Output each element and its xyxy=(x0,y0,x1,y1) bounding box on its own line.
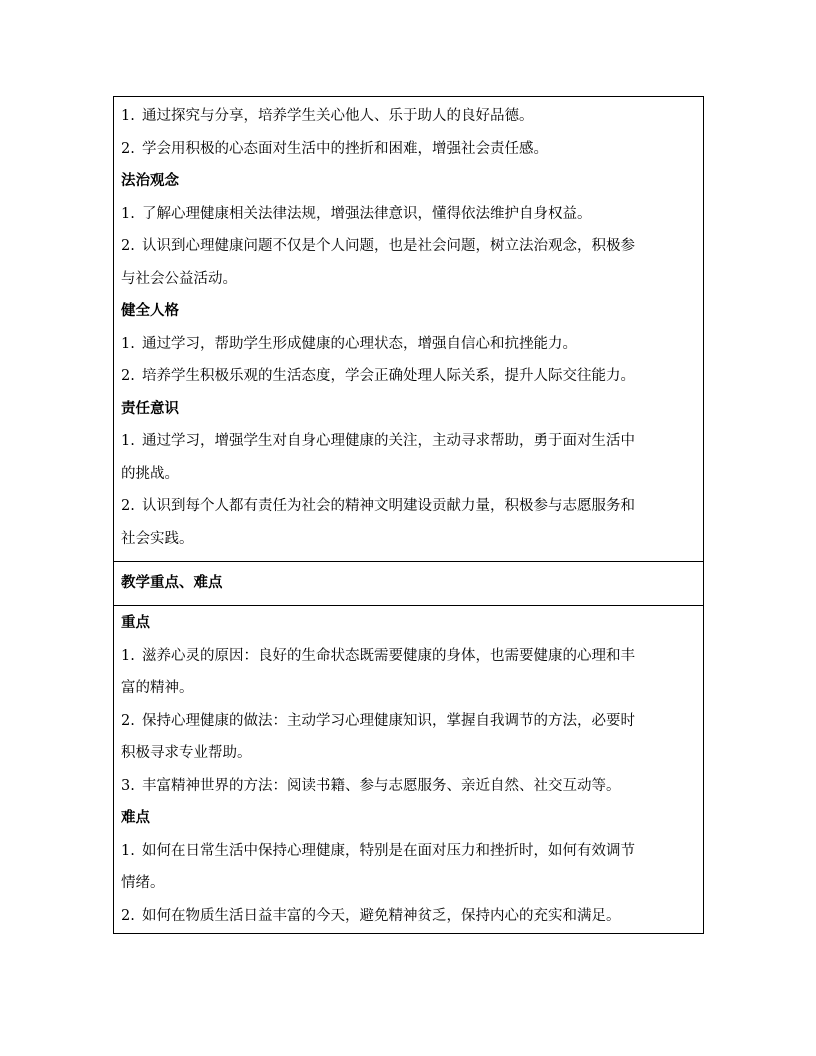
objective-line xyxy=(121,328,697,361)
item-text: 滋养心灵的原因：良好的生命状态既需要健康的身体，也需要健康的心理和丰 xyxy=(142,647,635,664)
key-point-line-continued xyxy=(121,737,697,770)
item-text: 如何在物质生活日益丰富的今天，避免精神贫乏，保持内心的充实和满足。 xyxy=(142,907,621,924)
item-number: 1. xyxy=(121,108,135,124)
item-number: 2. xyxy=(121,498,135,514)
item-text: 情绪。 xyxy=(121,875,165,891)
item-number: 1. xyxy=(121,842,135,859)
item-number: 2. xyxy=(121,368,135,384)
objective-line xyxy=(121,100,697,133)
objective-line-continued xyxy=(121,263,697,296)
item-text: 积极寻求专业帮助。 xyxy=(121,745,252,761)
item-text: 社会实践。 xyxy=(121,530,194,547)
item-text: 认识到每个人都有责任为社会的精神文明建设贡献力量，积极参与志愿服务和 xyxy=(142,498,635,514)
item-number: 2. xyxy=(121,907,135,924)
key-point-line-continued xyxy=(121,672,697,705)
item-number: 1. xyxy=(121,335,135,352)
item-number: 3. xyxy=(121,777,135,794)
objective-line xyxy=(121,425,697,458)
item-text: 如何在日常生活中保持心理健康，特别是在面对压力和挫折时，如何有效调节 xyxy=(142,842,635,859)
item-number: 2. xyxy=(121,238,135,254)
item-text: 通过学习，增强学生对自身心理健康的关注，主动寻求帮助，勇于面对生活中 xyxy=(142,433,635,449)
item-text: 丰富精神世界的方法：阅读书籍、参与志愿服务、亲近自然、社交互动等。 xyxy=(142,777,621,794)
objective-line-continued xyxy=(121,523,697,556)
item-text: 认识到心理健康问题不仅是个人问题，也是社会问题，树立法治观念，积极参 xyxy=(142,238,635,254)
section-heading-key-points: 重点 xyxy=(121,615,150,631)
focus-difficulty-content-cell xyxy=(114,605,703,933)
item-text: 学会用积极的心态面对生活中的挫折和困难，增强社会责任感。 xyxy=(142,140,548,157)
item-text: 与社会公益活动。 xyxy=(121,270,237,287)
objectives-cell xyxy=(114,97,703,561)
section-heading-difficult-points: 难点 xyxy=(121,810,150,826)
objective-line xyxy=(121,133,697,166)
item-number: 1. xyxy=(121,205,135,222)
item-text: 培养学生积极乐观的生活态度，学会正确处理人际关系，提升人际交往能力。 xyxy=(142,368,635,384)
difficult-point-line-continued xyxy=(121,867,697,900)
section-heading-sound-personality: 健全人格 xyxy=(121,303,179,319)
objective-line xyxy=(121,230,697,263)
key-point-line xyxy=(121,705,697,738)
item-text: 通过学习，帮助学生形成健康的心理状态，增强自信心和抗挫能力。 xyxy=(142,335,577,352)
item-text: 通过探究与分享，培养学生关心他人、乐于助人的良好品德。 xyxy=(142,108,534,124)
key-point-line xyxy=(121,640,697,673)
item-text: 的挑战。 xyxy=(121,465,179,482)
item-number: 1. xyxy=(121,433,135,449)
item-text: 保持心理健康的做法：主动学习心理健康知识，掌握自我调节的方法，必要时 xyxy=(142,712,635,729)
objective-line xyxy=(121,360,697,393)
objective-line xyxy=(121,490,697,523)
difficult-point-line xyxy=(121,900,697,933)
section-heading-responsibility: 责任意识 xyxy=(121,400,179,417)
focus-difficulty-header-cell xyxy=(114,561,703,605)
table-row-heading: 教学重点、难点 xyxy=(121,575,223,591)
item-text: 了解心理健康相关法律法规，增强法律意识，懂得依法维护自身权益。 xyxy=(142,205,592,222)
item-text: 富的精神。 xyxy=(121,680,194,696)
item-number: 2. xyxy=(121,712,135,729)
objective-line xyxy=(121,198,697,231)
objective-line-continued xyxy=(121,458,697,491)
difficult-point-line xyxy=(121,835,697,868)
item-number: 1. xyxy=(121,647,135,664)
item-number: 2. xyxy=(121,140,135,157)
section-heading-rule-of-law: 法治观念 xyxy=(121,173,179,189)
key-point-line xyxy=(121,770,697,803)
lesson-plan-table xyxy=(113,96,704,934)
